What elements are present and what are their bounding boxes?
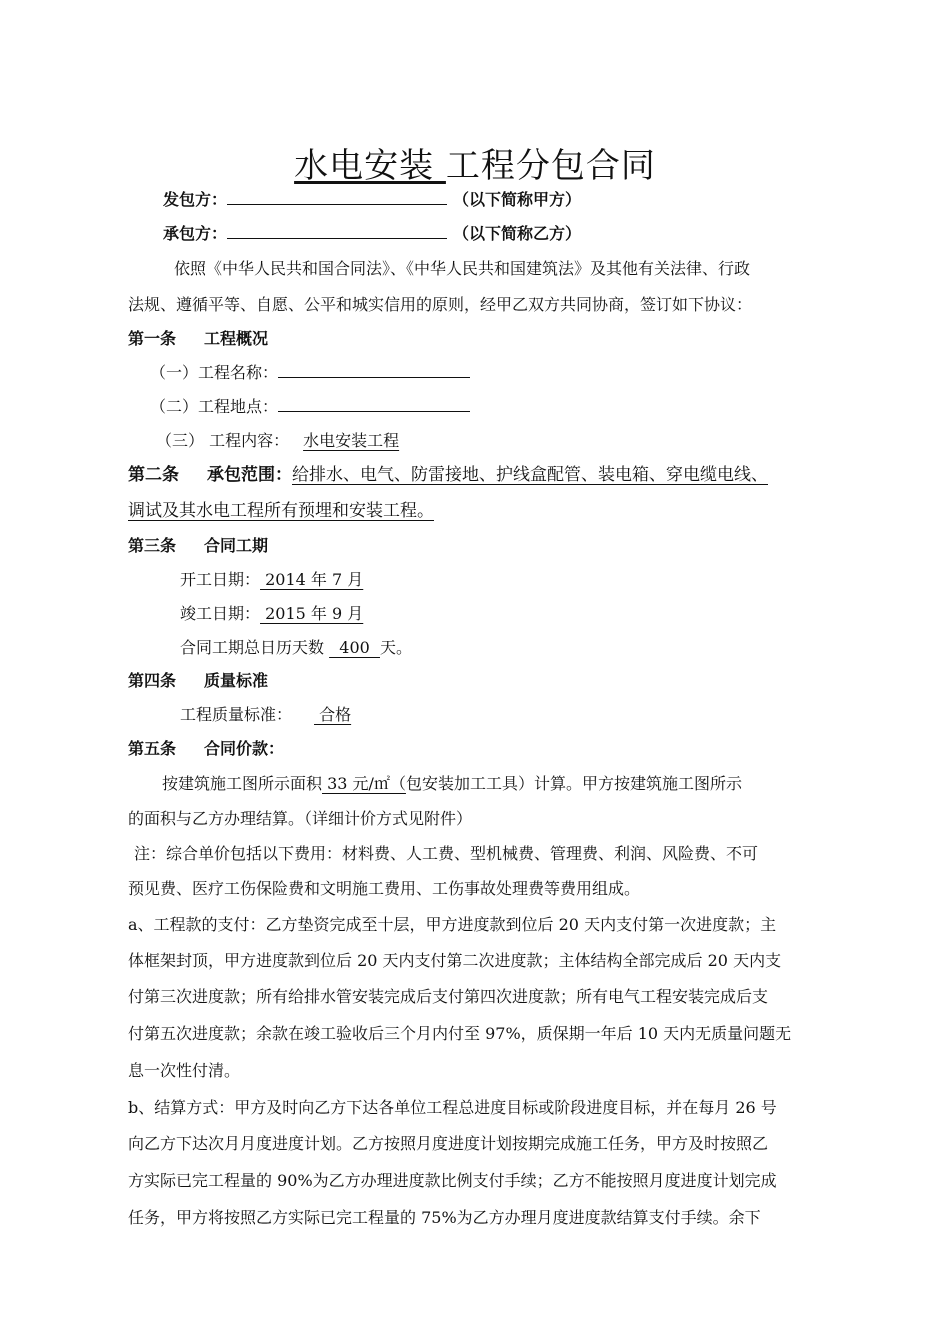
article3-title: 合同工期 <box>204 536 269 555</box>
price-value: 33 元/㎡（ <box>322 774 406 793</box>
payment-line-2: 体框架封顶，甲方进度款到位后 20 天内支付第二次进度款；主体结构全部完成后 20 天内支 <box>128 951 782 970</box>
article2-title: 承包范围： <box>207 465 292 485</box>
scope-line-2: 调试及其水电工程所有预埋和安装工程。 <box>128 501 434 521</box>
quality-standard-label: 工程质量标准： <box>180 705 293 724</box>
article4-title: 质量标准 <box>204 671 269 690</box>
employer-label: 发包方： <box>163 190 228 209</box>
settlement-line-3: 方实际已完工程量的 90%为乙方办理进度款比例支付手续；乙方不能按照月度进度计划完成 <box>128 1171 777 1190</box>
project-name-label: （一）工程名称： <box>150 363 279 382</box>
article5-title: 合同价款： <box>204 739 285 758</box>
scope-line-1: 给排水、电气、防雷接地、护线盒配管、装电箱、穿电缆电线、 <box>292 465 768 485</box>
quality-standard-value: 合格 <box>314 705 352 724</box>
project-name-line <box>150 362 470 384</box>
contractor-blank[interactable] <box>227 224 447 239</box>
contractor-line <box>163 223 581 245</box>
title-rest: 工程分包合同 <box>445 146 656 186</box>
project-content-label: （三） 工程内容： <box>156 431 290 450</box>
end-date-value: 2015 年 9 月 <box>260 604 364 623</box>
employer-blank[interactable] <box>227 190 447 205</box>
employer-note: （以下简称甲方） <box>453 190 582 209</box>
quality-standard-line <box>180 704 351 726</box>
payment-line-3: 付第三次进度款；所有给排水管安装完成后支付第四次进度款；所有电气工程安装完成后支 <box>128 987 769 1006</box>
article1-title: 工程概况 <box>204 329 269 348</box>
project-site-label: （二）工程地点： <box>150 397 279 416</box>
article2-line-1 <box>128 464 768 486</box>
article5-heading <box>128 738 284 760</box>
settlement-line-1: b、结算方式：甲方及时向乙方下达各单位工程总进度目标或阶段进度目标，并在每月 26 号 <box>128 1098 777 1117</box>
article4-no: 第四条 <box>128 671 177 690</box>
project-site-blank[interactable] <box>278 397 470 412</box>
contractor-note: （以下简称乙方） <box>453 224 582 243</box>
title-underlined: 水电安装 <box>294 146 446 186</box>
price-line-2: 的面积与乙方办理结算。（详细计价方式见附件） <box>128 809 473 828</box>
project-content-value: 水电安装工程 <box>303 431 400 450</box>
end-date-label: 竣工日期： <box>180 604 261 623</box>
employer-line <box>163 189 581 211</box>
total-days-line <box>180 637 412 659</box>
price-suffix: 包安装加工工具）计算。甲方按建筑施工图所示 <box>405 774 742 793</box>
contractor-label: 承包方： <box>163 224 228 243</box>
total-days-value: 400 <box>329 638 380 657</box>
price-line-1 <box>162 773 742 795</box>
payment-line-1: a、工程款的支付：乙方垫资完成至十层，甲方进度款到位后 20 天内支付第一次进度款；主 <box>128 915 777 934</box>
article2-no: 第二条 <box>128 465 179 485</box>
project-site-line <box>150 396 470 418</box>
article3-heading <box>128 535 268 557</box>
note-line-2: 预见费、医疗工伤保险费和文明施工费用、工伤事故处理费等费用组成。 <box>128 879 641 898</box>
article1-heading <box>128 328 268 350</box>
document-title <box>0 138 950 187</box>
payment-line-5: 息一次性付清。 <box>128 1061 241 1080</box>
preamble-line-2: 法规、遵循平等、自愿、公平和城实信用的原则，经甲乙双方共同协商，签订如下协议： <box>128 295 753 314</box>
total-days-suffix: 天。 <box>379 638 412 657</box>
end-date-line <box>180 603 363 625</box>
settlement-line-2: 向乙方下达次月月度进度计划。乙方按照月度进度计划按期完成施工任务，甲方及时按照乙 <box>128 1134 769 1153</box>
note-line-1: 注：综合单价包括以下费用：材料费、人工费、型机械费、管理费、利润、风险费、不可 <box>134 844 759 863</box>
article5-no: 第五条 <box>128 739 177 758</box>
article4-heading <box>128 670 268 692</box>
project-content-line <box>156 430 399 452</box>
total-days-label: 合同工期总日历天数 <box>180 638 330 657</box>
article1-no: 第一条 <box>128 329 177 348</box>
start-date-line <box>180 569 363 591</box>
start-date-label: 开工日期： <box>180 570 261 589</box>
price-prefix: 按建筑施工图所示面积 <box>162 774 323 793</box>
settlement-line-4: 任务，甲方将按照乙方实际已完工程量的 75%为乙方办理月度进度款结算支付手续。余下 <box>128 1208 761 1227</box>
start-date-value: 2014 年 7 月 <box>260 570 364 589</box>
project-name-blank[interactable] <box>278 363 470 378</box>
payment-line-4: 付第五次进度款；余款在竣工验收后三个月内付至 97%，质保期一年后 10 天内无质量问题无 <box>128 1024 792 1043</box>
article3-no: 第三条 <box>128 536 177 555</box>
preamble-line-1: 依照《中华人民共和国合同法》、《中华人民共和国建筑法》及其他有关法律、行政 <box>174 259 751 278</box>
